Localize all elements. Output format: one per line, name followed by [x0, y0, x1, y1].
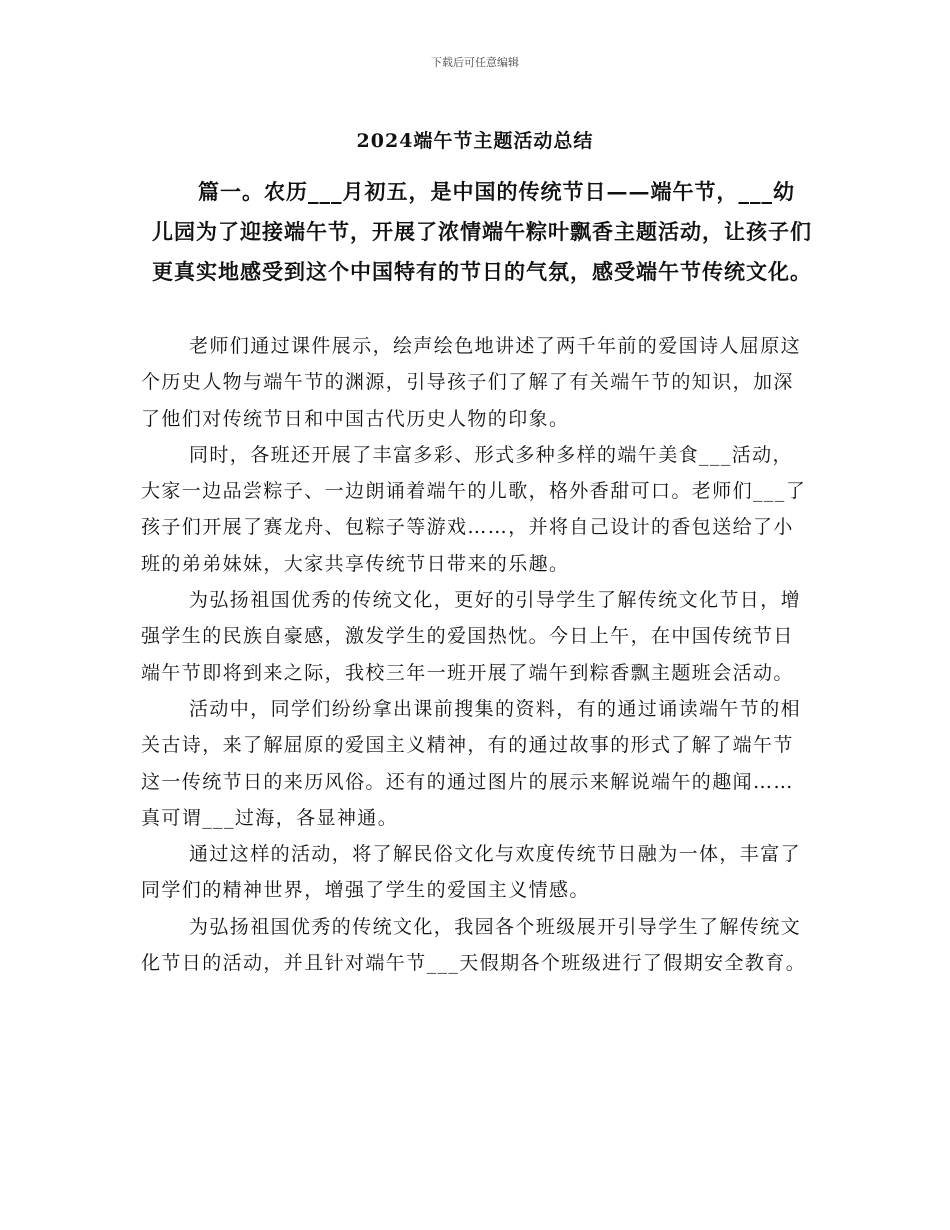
- document-title: 2024端午节主题活动总结: [356, 130, 594, 152]
- header-note: 下载后可任意编辑: [431, 56, 519, 69]
- body-paragraph: 为弘扬祖国优秀的传统文化，我园各个班级展开引导学生了解传统文化节日的活动，并且针对端午节___天假期各个班级进行了假期安全教育。: [141, 915, 807, 975]
- body-paragraph: 同时，各班还开展了丰富多彩、形式多种多样的端午美食___活动，大家一边品尝粽子、一边朗诵着端午的儿歌，格外香甜可口。老师们___了孩子们开展了赛龙舟、包粽子等游戏……，并将自己设计的香包送给了小班的弟弟妹妹，大家共享传统节日带来的乐趣。: [141, 443, 807, 575]
- body-paragraph: 活动中，同学们纷纷拿出课前搜集的资料，有的通过诵读端午节的相关古诗，来了解屈原的爱国主义精神，有的通过故事的形式了解了端午节这一传统节日的来历风俗。还有的通过图片的展示来解说端午的趣闻……真可谓___过海，各显神通。: [141, 697, 802, 829]
- body-paragraph: 老师们通过课件展示，绘声绘色地讲述了两千年前的爱国诗人屈原这个历史人物与端午节的渊源，引导孩子们了解了有关端午节的知识，加深了他们对传统节日和中国古代历史人物的印象。: [141, 335, 802, 430]
- body-paragraph: 通过这样的活动，将了解民俗文化与欢度传统节日融为一体，丰富了同学们的精神世界，增强了学生的爱国主义情感。: [141, 843, 802, 902]
- body-paragraph: 为弘扬祖国优秀的传统文化，更好的引导学生了解传统文化节日，增强学生的民族自豪感，激发学生的爱国热忱。今日上午，在中国传统节日端午节即将到来之际，我校三年一班开展了端午到粽香飘主题班会活动。: [141, 589, 802, 684]
- lead-paragraph: 篇一。农历___月初五，是中国的传统节日——端午节，___幼儿园为了迎接端午节，开展了浓情端午粽叶飘香主题活动，让孩子们更真实地感受到这个中国特有的节日的气氛，感受端午节传统文化。: [152, 179, 812, 284]
- document-body: [141, 328, 811, 981]
